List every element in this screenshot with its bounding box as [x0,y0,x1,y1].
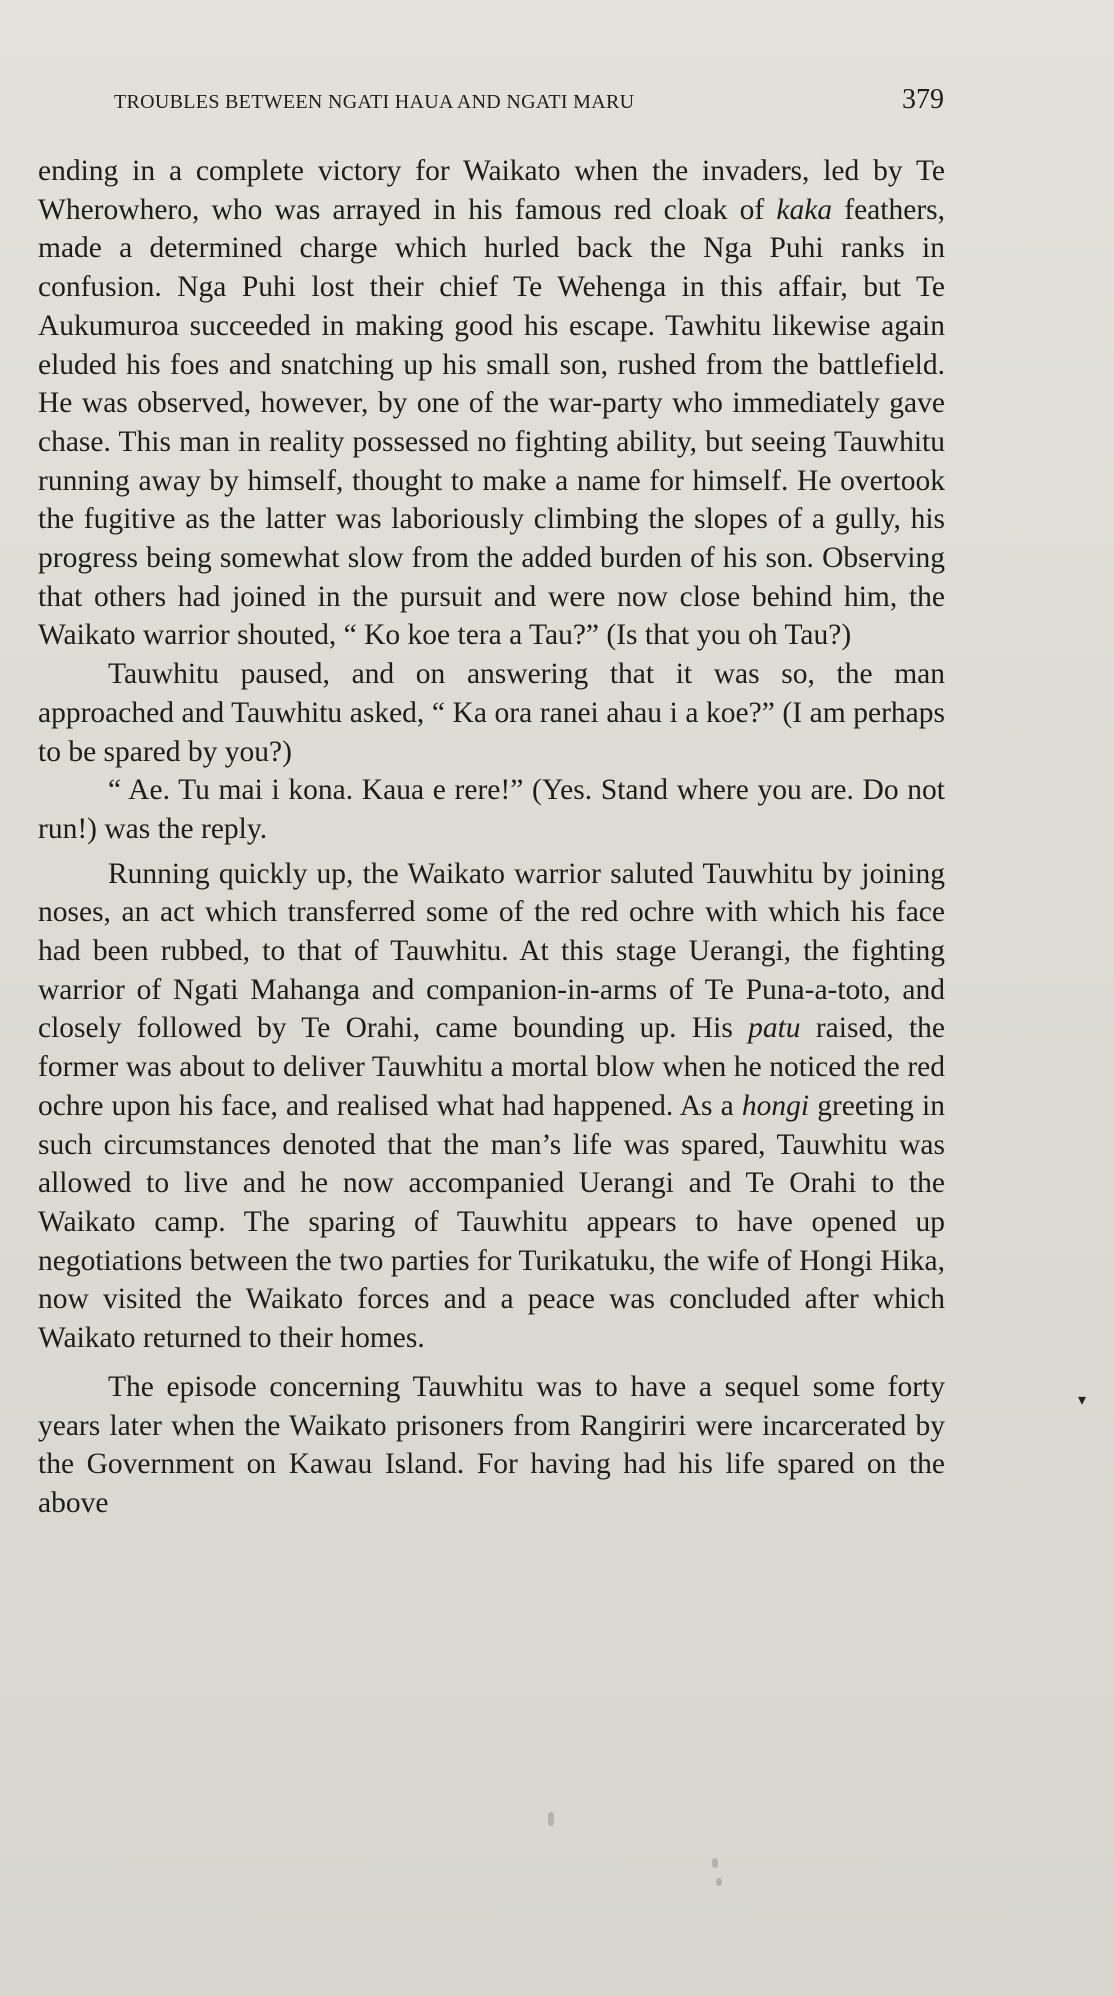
paragraph-3 [38,771,945,848]
running-head [114,84,944,124]
italic-term-hongi: hongi [741,1089,810,1122]
page-number: 379 [902,84,944,115]
paragraph-4-text-a: Running quickly up, the Waikato warrior saluted Tauwhitu by joining noses, an act which transferred some of the red ochre with which his face had been rubbed, to that of Tauwhitu. At this stage Uerangi, the fighting warrior of Ngati Mahanga and companion-in-arms of Te Puna-a-toto, and closely followed by Te Orahi, came bounding up. His [38,857,945,1045]
paragraph-4 [38,855,945,1358]
paragraph-5-text: The episode concerning Tauwhitu was to have a sequel some forty years later when the Waikato prisoners from Rangiriri were incarcerated by the Government on Kawau Island. For having had his life spared on the above [38,1370,945,1519]
body-text [38,152,945,1523]
paper-speck [548,1812,554,1826]
paragraph-4-text-c: greeting in such circumstances denoted that the man’s life was spared, Tauwhitu was allowed to live and he now accompanied Uerangi and Te Orahi to the Waikato camp. The sparing of Tauwhitu appears to have opened up negotiations between the two parties for Turikatuku, the wife of Hongi Hika, now visited the Waikato forces and a peace was concluded after which Waikato returned to their homes. [38,1089,945,1355]
paragraph-5 [38,1368,945,1523]
paper-speck [716,1878,722,1886]
paragraph-1-text-a: ending in a complete victory for Waikato when the invaders, led by Te Wherowhero, who was arrayed in his famous red cloak of [38,155,945,226]
paragraph-3-text: “ Ae. Tu mai i kona. Kaua e rere!” (Yes. Stand where you are. Do not run!) was the reply. [38,774,945,845]
running-head-title: TROUBLES BETWEEN NGATI HAUA AND NGATI MARU [114,91,635,113]
margin-mark: ▾ [1078,1392,1087,1409]
paragraph-4-text-b: raised, the former was about to deliver Tauwhitu a mortal blow when he noticed the red ochre upon his face, and realised what had happened. As a [38,1012,945,1122]
paper-speck [712,1858,718,1868]
paragraph-1 [38,152,945,655]
paragraph-1-text-b: feathers, made a determined charge which hurled back the Nga Puhi ranks in confusion. Nga Puhi lost their chief Te Wehenga in this affair, but Te Aukumuroa succeeded in making good his escape. Tawhitu likewise again eluded his foes and snatching up his small son, rushed from the battlefield. He was observed, however, by one of the war-party who immediately gave chase. This man in reality possessed no fighting ability, but seeing Tauwhitu running away by himself, thought to make a name for himself. He overtook the fugitive as the latter was laboriously climbing the slopes of a gully, his progress being somewhat slow from the added burden of his son. Observing that others had joined in the pursuit and were now close behind him, the Waikato warrior shouted, “ Ko koe tera a Tau?” (Is that you oh Tau?) [38,193,945,652]
paragraph-2 [38,655,945,771]
paragraph-2-text: Tauwhitu paused, and on answering that it was so, the man approached and Tauwhitu asked, “ Ka ora ranei ahau i a koe?” (I am perhaps to be spared by you?) [38,658,945,768]
italic-term-patu: patu [748,1012,801,1045]
italic-term-kaka: kaka [776,193,833,226]
